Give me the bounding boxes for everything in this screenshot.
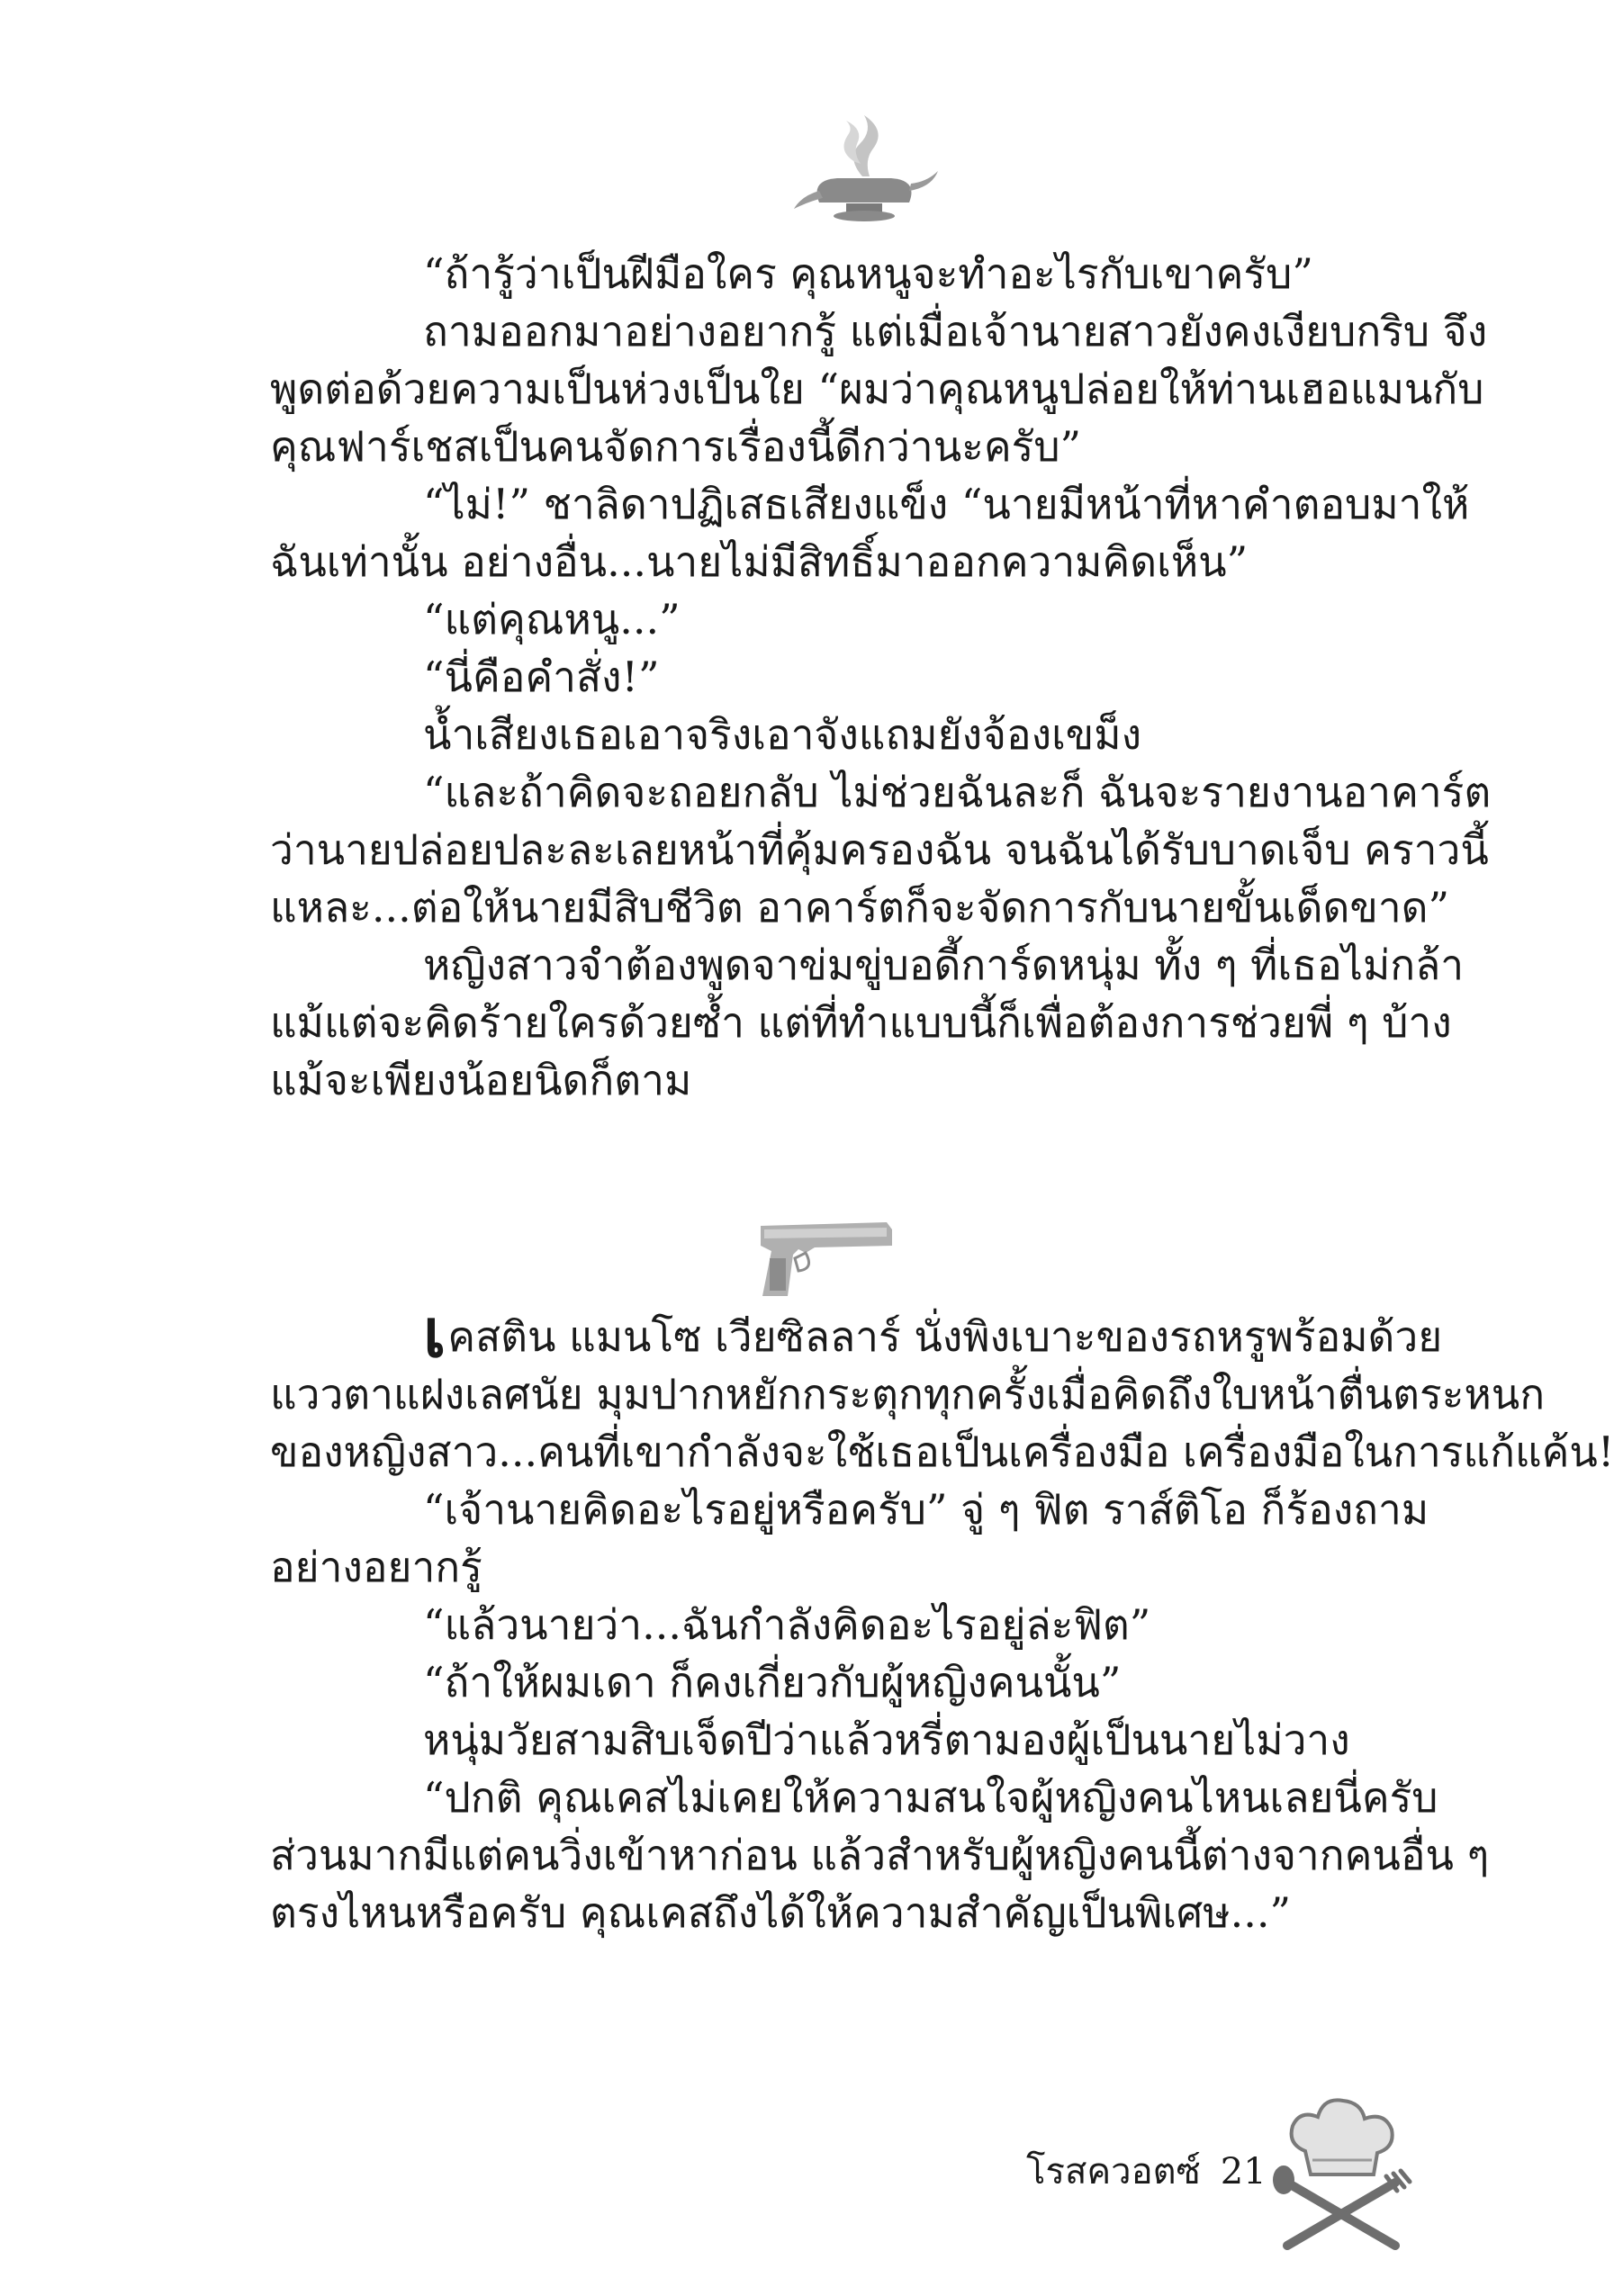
paragraph-line: “แล้วนายว่า...ฉันกำลังคิดอะไรอยู่ล่ะฟิต”	[423, 1600, 1151, 1649]
book-title: โรสควอตซ์	[1026, 2151, 1201, 2192]
pistol-icon	[752, 1206, 905, 1305]
paragraph-line: แม้แต่จะคิดร้ายใครด้วยซ้ำ แต่ที่ทำแบบนี้ก็เพื่อต้องการช่วยพี่ ๆ บ้าง	[270, 998, 1452, 1047]
paragraph-line: พูดต่อด้วยความเป็นห่วงเป็นใย “ผมว่าคุณหนูปล่อยให้ท่านเฮอแมนกับ	[270, 365, 1484, 413]
paragraph-line: ฉันเท่านั้น อย่างอื่น...นายไม่มีสิทธิ์มาออกความคิดเห็น”	[270, 537, 1249, 586]
paragraph-line: แววตาแฝงเลศนัย มุมปากหยักกระตุกทุกครั้งเมื่อคิดถึงใบหน้าตื่นตระหนก	[270, 1370, 1546, 1418]
paragraph-line: แม้จะเพียงน้อยนิดก็ตาม	[270, 1056, 692, 1104]
paragraph-line: คุณฟาร์เชสเป็นคนจัดการเรื่องนี้ดีกว่านะครับ”	[270, 422, 1082, 471]
paragraph-line: ว่านายปล่อยปละละเลยหน้าที่คุ้มครองฉัน จนฉันได้รับบาดเจ็บ คราวนี้	[270, 825, 1489, 874]
paragraph-line: อย่างอยากรู้	[270, 1543, 482, 1591]
chef-hat-utensils-icon	[1260, 2088, 1422, 2259]
paragraph-line: ถามออกมาอย่างอยากรู้ แต่เมื่อเจ้านายสาวยังคงเงียบกริบ จึง	[423, 307, 1488, 356]
paragraph-line: หนุ่มวัยสามสิบเจ็ดปีว่าแล้วหรี่ตามองผู้เป็นนายไม่วาง	[423, 1715, 1350, 1764]
paragraph-line: น้ำเสียงเธอเอาจริงเอาจังแถมยังจ้องเขม็ง	[423, 710, 1142, 759]
page-footer	[1026, 2142, 1267, 2200]
paragraph-line: “แต่คุณหนู...”	[423, 595, 681, 644]
paragraph-line: ตรงไหนหรือครับ คุณเคสถึงได้ให้ความสำคัญเป็นพิเศษ...”	[270, 1888, 1291, 1937]
paragraph-line: “ถ้าให้ผมเดา ก็คงเกี่ยวกับผู้หญิงคนนั้น”	[423, 1658, 1122, 1706]
paragraph-line: “ถ้ารู้ว่าเป็นฝีมือใคร คุณหนูจะทำอะไรกับเขาครับ”	[423, 249, 1313, 298]
paragraph-line: ส่วนมากมีแต่คนวิ่งเข้าหาก่อน แล้วสำหรับผู้หญิงคนนี้ต่างจากคนอื่น ๆ	[270, 1831, 1490, 1879]
drop-cap: เ	[423, 1295, 446, 1373]
paragraph-line: “ปกติ คุณเคสไม่เคยให้ความสนใจผู้หญิงคนไหนเลยนี่ครับ	[423, 1773, 1438, 1822]
paragraph-line: “และถ้าคิดจะถอยกลับ ไม่ช่วยฉันละก็ ฉันจะรายงานอาคาร์ต	[423, 768, 1492, 816]
narrative-section-1	[270, 245, 1492, 1109]
narrative-section-2	[270, 1295, 1614, 1941]
paragraph-line: ของหญิงสาว...คนที่เขากำลังจะใช้เธอเป็นเครื่องมือ เครื่องมือในการแก้แค้น!	[270, 1427, 1614, 1476]
paragraph-first-line	[270, 1295, 1443, 1373]
paragraph-line: แหละ...ต่อให้นายมีสิบชีวิต อาคาร์ตก็จะจัดการกับนายขั้นเด็ดขาด”	[270, 883, 1450, 932]
page-number: 21	[1220, 2151, 1267, 2192]
paragraph-line: หญิงสาวจำต้องพูดจาข่มขู่บอดี้การ์ดหนุ่ม ทั้ง ๆ ที่เธอไม่กล้า	[423, 941, 1465, 989]
first-line-text: คสติน แมนโซ เวียซิลลาร์ นั่งพิงเบาะของรถหรูพร้อมด้วย	[447, 1312, 1443, 1361]
magic-lamp-icon	[783, 108, 945, 225]
paragraph-line: “นี่คือคำสั่ง!”	[423, 653, 660, 701]
paragraph-line: “เจ้านายคิดอะไรอยู่หรือครับ” จู่ ๆ ฟิต ราส์ติโอ ก็ร้องถาม	[423, 1485, 1429, 1534]
paragraph-line: “ไม่!” ชาลิดาปฏิเสธเสียงแข็ง “นายมีหน้าที่หาคำตอบมาให้	[423, 480, 1470, 528]
